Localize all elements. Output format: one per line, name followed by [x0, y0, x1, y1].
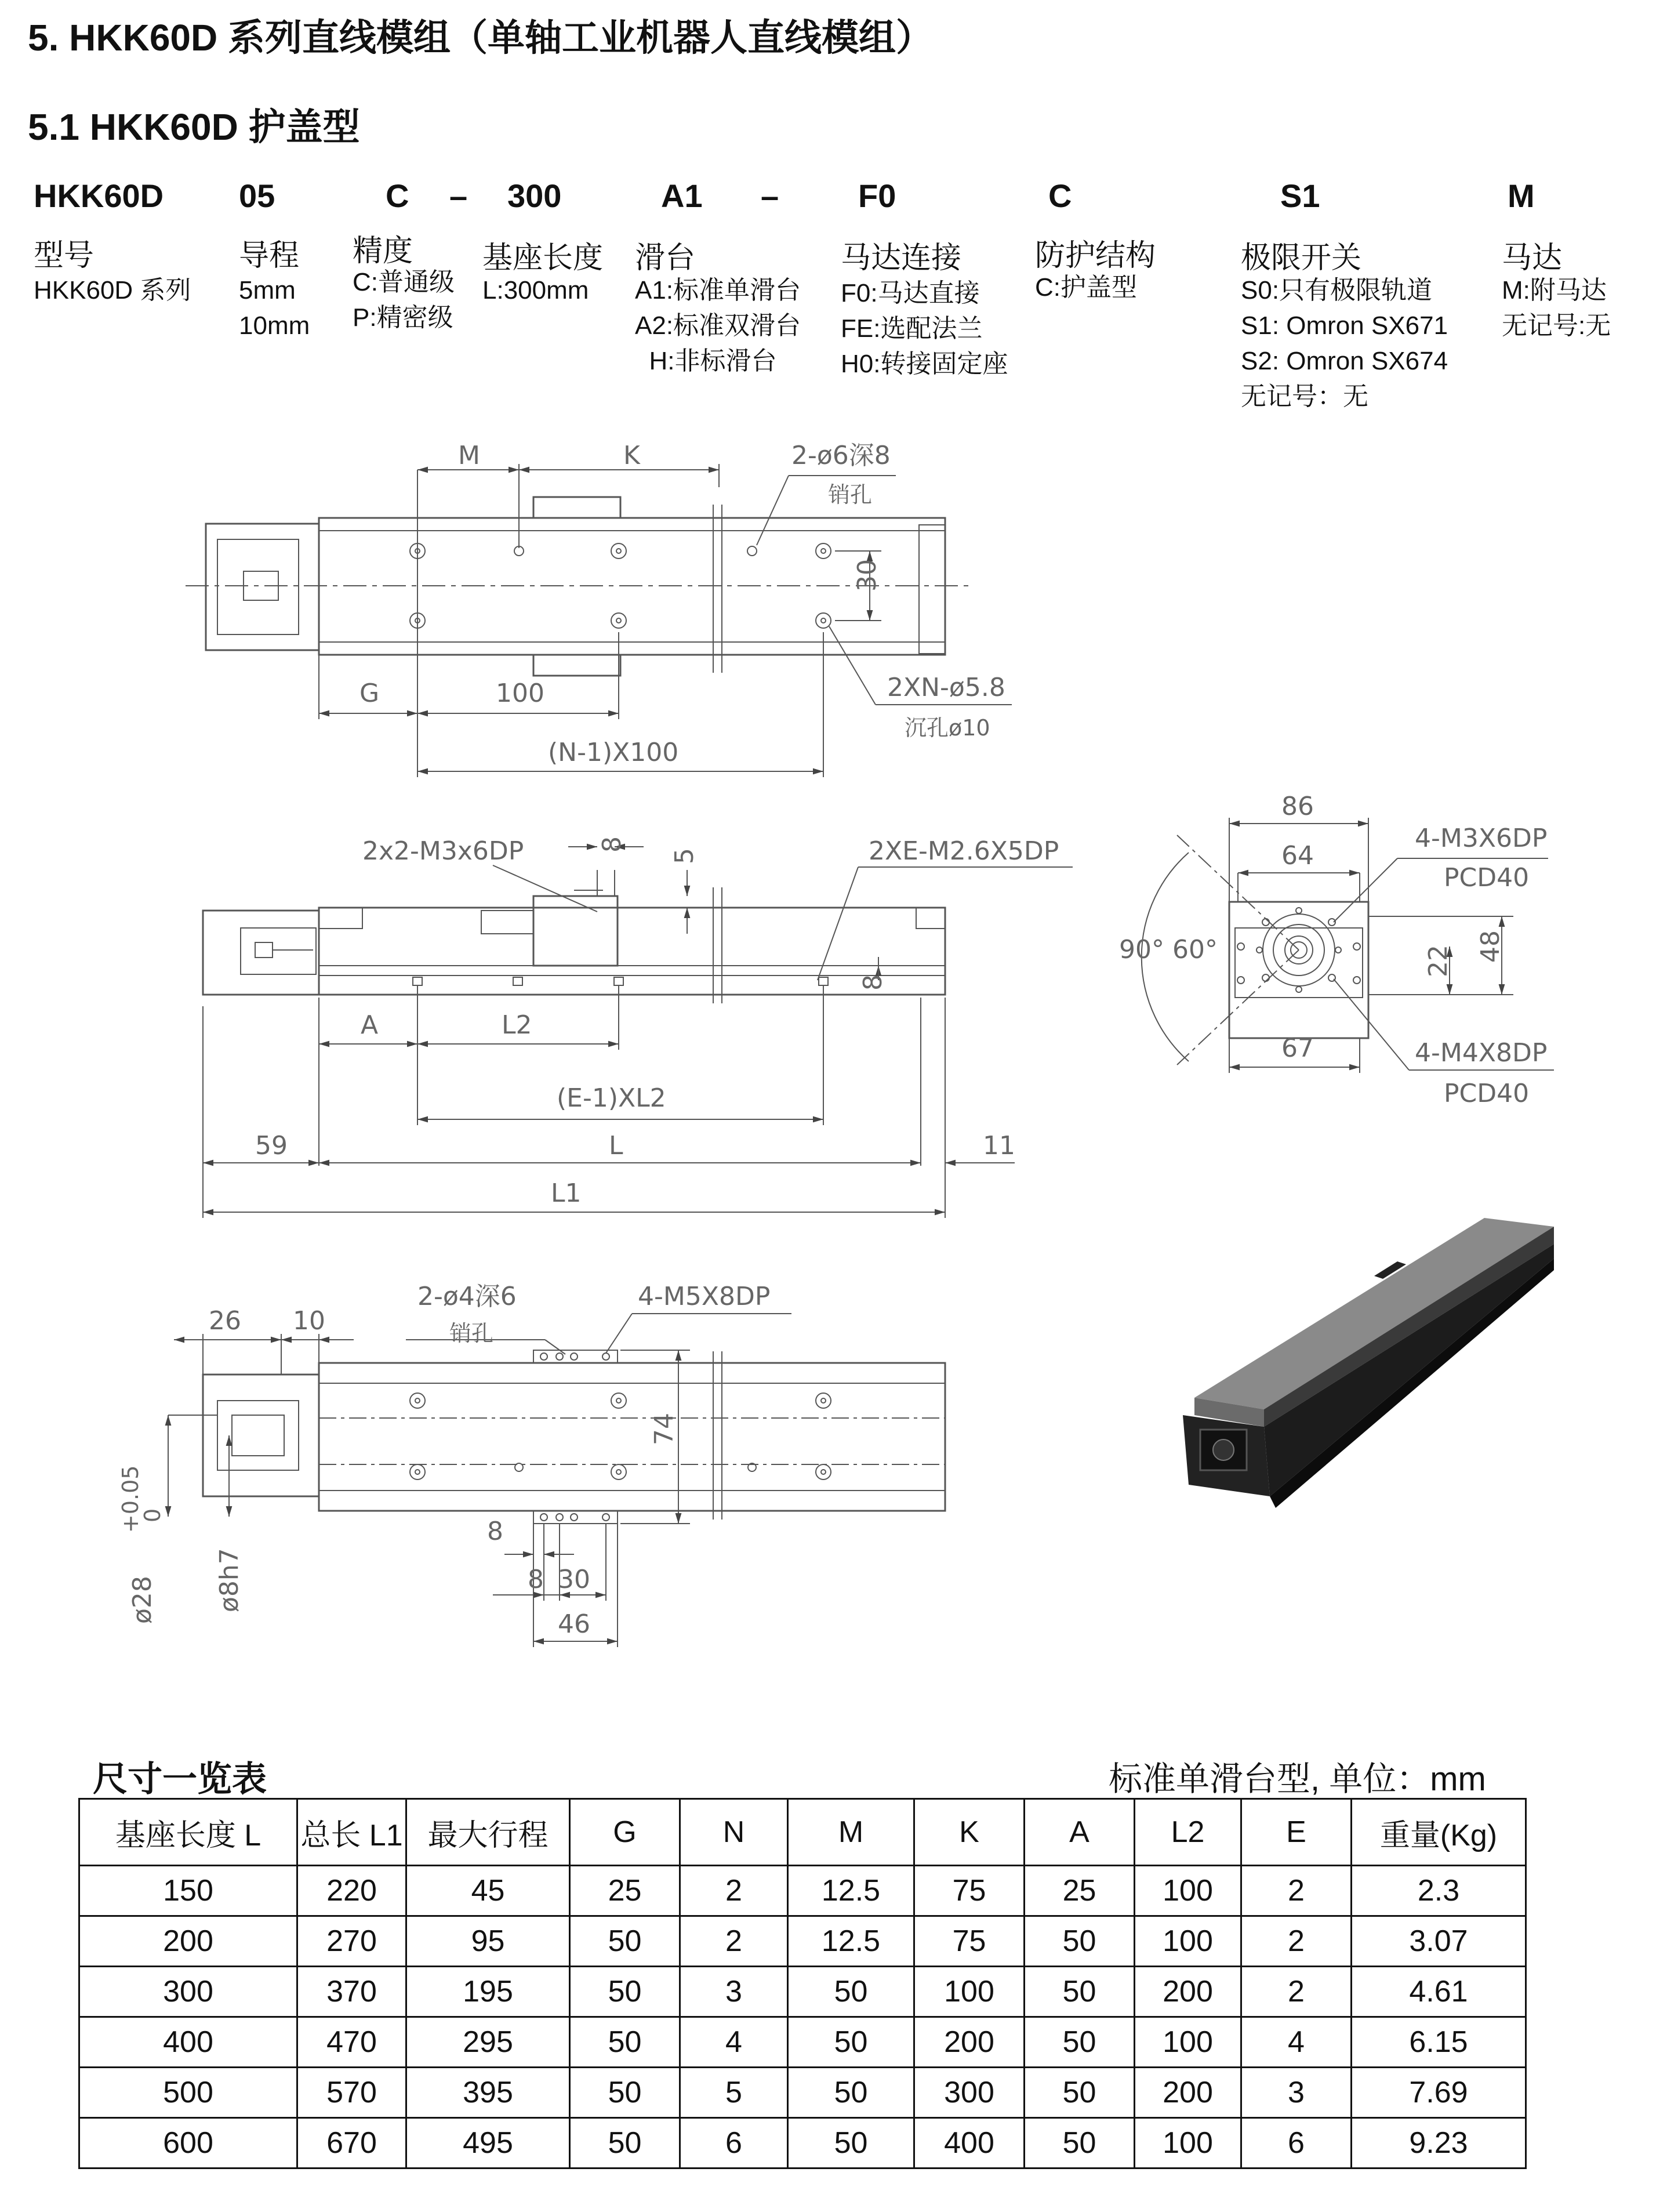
table-cell: 3: [680, 1967, 788, 2017]
header-max-stroke: 最大行程: [406, 1799, 570, 1866]
header-k: K: [914, 1799, 1025, 1866]
table-cell: 295: [406, 2017, 570, 2068]
subsection-heading: 5.1 HKK60D 护盖型: [28, 106, 360, 148]
table-cell: 9.23: [1352, 2118, 1526, 2169]
table-cell: 200: [914, 2017, 1025, 2068]
table-cell: 150: [79, 1866, 297, 1916]
options-motor: M:附马达 无记号:无: [1502, 276, 1611, 340]
options-lead: 5mm 10mm: [239, 276, 310, 340]
dim-46-label: 46: [558, 1609, 590, 1639]
tolerance-lower: 0: [140, 1508, 165, 1522]
table-cell: 75: [914, 1866, 1025, 1916]
dim-dia28-label: ø28: [128, 1576, 157, 1624]
code-motor-connection: F0: [858, 177, 896, 214]
options-limit-switch: S0:只有极限轨道 S1: Omron SX671 S2: Omron SX674 无记号：无: [1241, 276, 1448, 411]
title-motor: 马达: [1502, 241, 1563, 275]
code-length: 300: [507, 177, 562, 214]
table-cell: 50: [788, 2017, 914, 2068]
tolerance-upper: +0.05: [118, 1465, 143, 1533]
table-cell: 45: [406, 1866, 570, 1916]
product-photo: [1183, 1206, 1560, 1531]
table-row: [79, 1967, 1526, 2017]
table-cell: 195: [406, 1967, 570, 2017]
pin-hole-2-note: 销孔: [449, 1321, 494, 1346]
dim-11-label: 11: [983, 1131, 1015, 1161]
table-cell: 2.3: [1352, 1866, 1526, 1916]
table-cell: 75: [914, 1916, 1025, 1967]
title-slider: 滑台: [635, 241, 696, 275]
dim-59-label: 59: [255, 1131, 288, 1161]
header-l2: L2: [1135, 1799, 1241, 1866]
table-cell: 2: [680, 1916, 788, 1967]
table-cell: 300: [79, 1967, 297, 2017]
table-cell: 3.07: [1352, 1916, 1526, 1967]
table-cell: 200: [79, 1916, 297, 1967]
dim-30-label: 30: [852, 559, 882, 592]
title-lead: 导程: [239, 239, 300, 273]
code-dash: –: [449, 177, 468, 214]
table-cell: 25: [570, 1866, 680, 1916]
dim-100-label: 100: [496, 679, 544, 708]
dim-dia8-label: ø8h7: [215, 1548, 244, 1612]
dim-5-label: 5: [670, 848, 699, 864]
dim-a-label: A: [361, 1010, 379, 1040]
table-cell: 50: [570, 2017, 680, 2068]
bottom-view-labels: [118, 1282, 770, 1639]
table-cell: 5: [680, 2068, 788, 2118]
table-cell: 12.5: [788, 1866, 914, 1916]
tap-m26-label: 2XE-M2.6X5DP: [869, 836, 1059, 866]
dim-e-pitch-label: (E-1)XL2: [557, 1083, 666, 1113]
code-limit-switch: S1: [1280, 177, 1320, 214]
section-heading: 5. HKK60D 系列直线模组（单轴工业机器人直线模组）: [28, 17, 933, 59]
mount-holes-note: 沉孔ø10: [905, 715, 990, 741]
table-cell: 2: [1241, 1916, 1352, 1967]
table-cell: 200: [1135, 2068, 1241, 2118]
bottom-view: [168, 1314, 945, 1647]
code-dash: –: [761, 177, 779, 214]
table-cell: 6: [680, 2118, 788, 2169]
table-cell: 300: [914, 2068, 1025, 2118]
dim-26-label: 26: [209, 1306, 241, 1336]
dim-86-label: 86: [1281, 792, 1314, 821]
side-view: [203, 847, 1073, 1218]
table-cell: 12.5: [788, 1916, 914, 1967]
mount-holes-label: 2XN-ø5.8: [887, 673, 1005, 702]
title-precision: 精度: [353, 234, 413, 268]
tap-m5-label: 4-M5X8DP: [638, 1282, 771, 1311]
dim-8-bottom-label: 8: [487, 1517, 503, 1546]
table-cell: 2: [1241, 1866, 1352, 1916]
header-total-length: 总长 L1: [297, 1799, 406, 1866]
pcd-label-2: PCD40: [1444, 1079, 1530, 1108]
code-model: HKK60D: [34, 177, 164, 214]
table-cell: 395: [406, 2068, 570, 2118]
top-view: [186, 464, 1012, 777]
title-model: 型号: [34, 239, 95, 273]
table-cell: 7.69: [1352, 2068, 1526, 2118]
pin-hole-2-label: 2-ø4深6: [417, 1282, 517, 1311]
table-row: [79, 1916, 1526, 1967]
dim-l2-label: L2: [502, 1010, 532, 1040]
angle-label: 90° 60°: [1119, 935, 1218, 964]
tap-m4-end-label: 4-M4X8DP: [1415, 1038, 1548, 1068]
title-limit-switch: 极限开关: [1241, 241, 1362, 275]
dim-64-label: 64: [1281, 841, 1314, 871]
table-cell: 600: [79, 2118, 297, 2169]
dim-30-bottom-label: 30: [558, 1565, 590, 1594]
table-cell: 500: [79, 2068, 297, 2118]
table-unit-note: 标准单滑台型, 单位：mm: [1109, 1760, 1486, 1798]
table-cell: 4: [1241, 2017, 1352, 2068]
table-cell: 50: [1025, 2017, 1135, 2068]
table-cell: 6: [1241, 2118, 1352, 2169]
table-cell: 50: [570, 2118, 680, 2169]
options-length: L:300mm: [482, 276, 589, 304]
dim-l-label: L: [609, 1131, 623, 1161]
header-g: G: [570, 1799, 680, 1866]
code-lead: 05: [239, 177, 275, 214]
dim-67-label: 67: [1281, 1034, 1314, 1063]
table-cell: 50: [570, 1967, 680, 2017]
table-cell: 4: [680, 2017, 788, 2068]
end-view-labels: [1119, 792, 1547, 1108]
table-cell: 470: [297, 2017, 406, 2068]
tap-m3-end-label: 4-M3X6DP: [1415, 824, 1548, 853]
table-cell: 50: [788, 2068, 914, 2118]
header-m: M: [788, 1799, 914, 1866]
table-cell: 3: [1241, 2068, 1352, 2118]
table-cell: 6.15: [1352, 2017, 1526, 2068]
dim-k-label: K: [623, 441, 640, 470]
dim-10-label: 10: [293, 1306, 325, 1336]
header-n: N: [680, 1799, 788, 1866]
table-cell: 50: [1025, 2068, 1135, 2118]
dim-g-label: G: [359, 679, 380, 708]
dim-8b-label: 8: [858, 974, 888, 991]
dim-n-pitch-label: (N-1)X100: [548, 738, 679, 767]
title-protection: 防护结构: [1035, 239, 1156, 273]
table-cell: 50: [570, 1916, 680, 1967]
table-cell: 400: [914, 2118, 1025, 2169]
table-row: [79, 1866, 1526, 1916]
header-e: E: [1241, 1799, 1352, 1866]
code-precision: C: [386, 177, 409, 214]
table-cell: 270: [297, 1916, 406, 1967]
table-cell: 495: [406, 2118, 570, 2169]
table-row: [79, 2068, 1526, 2118]
table-cell: 200: [1135, 1967, 1241, 2017]
table-row: [79, 2118, 1526, 2169]
header-weight: 重量(Kg): [1352, 1799, 1526, 1866]
side-view-labels: [255, 836, 1059, 1208]
table-cell: 50: [788, 2118, 914, 2169]
tap-m3-label: 2x2-M3x6DP: [362, 836, 524, 866]
table-header-row: [79, 1799, 1526, 1866]
table-cell: 100: [1135, 2118, 1241, 2169]
options-protection: C:护盖型: [1035, 273, 1137, 302]
options-slider: A1:标准单滑台 A2:标准双滑台 H:非标滑台: [635, 276, 801, 375]
header-base-length: 基座长度 L: [79, 1799, 297, 1866]
table-cell: 100: [1135, 2017, 1241, 2068]
table-row: [79, 2017, 1526, 2068]
top-view-labels: [359, 441, 1005, 767]
table-cell: 25: [1025, 1866, 1135, 1916]
dim-48-label: 48: [1476, 930, 1505, 963]
table-cell: 220: [297, 1866, 406, 1916]
table-cell: 670: [297, 2118, 406, 2169]
dim-m-label: M: [458, 441, 480, 470]
table-cell: 4.61: [1352, 1967, 1526, 2017]
dim-8-label: 8: [597, 836, 627, 853]
dimension-table: [78, 1798, 1527, 2169]
table-cell: 50: [788, 1967, 914, 2017]
table-cell: 50: [570, 2068, 680, 2118]
table-cell: 50: [1025, 2118, 1135, 2169]
title-motor-connection: 马达连接: [841, 241, 962, 275]
dim-8c-label: 8: [528, 1565, 544, 1594]
table-cell: 570: [297, 2068, 406, 2118]
dim-22-label: 22: [1423, 945, 1453, 977]
table-cell: 370: [297, 1967, 406, 2017]
table-cell: 50: [1025, 1916, 1135, 1967]
title-length: 基座长度: [482, 241, 604, 275]
pcd-label-1: PCD40: [1444, 863, 1530, 893]
dim-74-label: 74: [649, 1413, 679, 1445]
dim-l1-label: L1: [551, 1178, 582, 1208]
table-cell: 100: [1135, 1916, 1241, 1967]
options-precision: C:普通级 P:精密级: [353, 268, 455, 332]
options-model: HKK60D 系列: [34, 276, 191, 304]
table-cell: 95: [406, 1916, 570, 1967]
table-cell: 100: [914, 1967, 1025, 2017]
table-cell: 400: [79, 2017, 297, 2068]
options-motor-connection: F0:马达直接 FE:选配法兰 H0:转接固定座: [841, 279, 1008, 378]
pin-hole-label: 2-ø6深8: [791, 441, 891, 470]
table-cell: 50: [1025, 1967, 1135, 2017]
table-cell: 2: [1241, 1967, 1352, 2017]
pin-hole-note: 销孔: [828, 482, 873, 507]
header-a: A: [1025, 1799, 1135, 1866]
code-slider: A1: [661, 177, 703, 214]
table-title: 尺寸一览表: [93, 1760, 267, 1798]
table-cell: 100: [1135, 1866, 1241, 1916]
code-motor: M: [1508, 177, 1535, 214]
code-protection: C: [1048, 177, 1072, 214]
table-cell: 2: [680, 1866, 788, 1916]
